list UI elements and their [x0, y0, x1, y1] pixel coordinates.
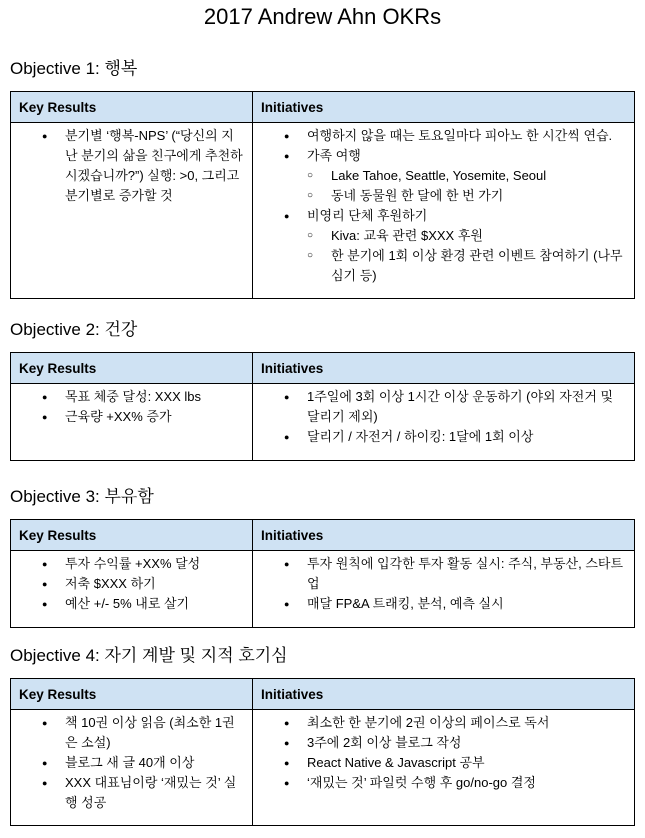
initiatives-header: Initiatives [253, 679, 635, 710]
initiatives-cell [253, 123, 635, 299]
key-result-item: ● 예산 +/- 5% 내로 살기 [19, 594, 244, 614]
objective-3-heading: Objective 3: 부유함 [10, 487, 154, 506]
key-results-cell [11, 123, 253, 299]
initiative-text: 가족 여행 [307, 148, 361, 163]
document-title: 2017 Andrew Ahn OKRs [203, 4, 442, 29]
initiative-item: ● 최소한 한 분기에 2권 이상의 페이스로 독서 [261, 713, 626, 733]
initiative-subitem: ○ Lake Tahoe, Seattle, Yosemite, Seoul [261, 166, 626, 186]
initiative-item: ● 투자 원칙에 입각한 투자 활동 실시: 주식, 부동산, 스타트업 [261, 554, 626, 594]
key-results-header: Key Results [11, 353, 253, 384]
initiative-item: ● ‘재밌는 것’ 파일럿 수행 후 go/no-go 결정 [261, 773, 626, 793]
initiative-subitem: ○ Kiva: 교육 관련 $XXX 후원 [261, 226, 626, 246]
initiative-item [261, 126, 626, 146]
initiative-item [261, 146, 626, 166]
initiative-item: ● 3주에 2회 이상 블로그 작성 [261, 733, 626, 753]
initiatives-cell [253, 710, 635, 826]
key-result-item: ● 근육량 +XX% 증가 [19, 407, 244, 427]
key-result-item: ● 블로그 새 글 40개 이상 [19, 753, 244, 773]
key-results-header: Key Results [11, 679, 253, 710]
initiative-text: 비영리 단체 후원하기 [307, 208, 428, 223]
initiative-subitem: ○ 한 분기에 1회 이상 환경 관련 이벤트 참여하기 (나무 심기 등) [261, 246, 626, 286]
key-result-item: ● 투자 수익률 +XX% 달성 [19, 554, 244, 574]
key-result-item: ● XXX 대표님이랑 ‘재밌는 것’ 실행 성공 [19, 773, 244, 813]
initiative-item: ● 1주일에 3회 이상 1시간 이상 운동하기 (야외 자전거 및 달리기 제외) [261, 387, 626, 427]
objective-1-table [10, 91, 635, 299]
initiative-subitem: ○ 동네 동물원 한 달에 한 번 가기 [261, 186, 626, 206]
initiative-item [261, 206, 626, 226]
key-results-header: Key Results [11, 520, 253, 551]
key-results-cell [11, 551, 253, 628]
initiative-item: ● React Native & Javascript 공부 [261, 753, 626, 773]
initiative-text: 여행하지 않을 때는 토요일마다 피아노 한 시간씩 연습. [307, 128, 613, 143]
key-result-item: ● 분기별 ‘행복-NPS’ (“당신의 지난 분기의 삶을 친구에게 추천하시겠습니까?”) 실행: >0, 그리고 분기별로 증가할 것 [19, 126, 244, 206]
initiatives-header: Initiatives [253, 353, 635, 384]
objective-2-heading: Objective 2: 건강 [10, 320, 138, 339]
objective-4-heading: Objective 4: 자기 계발 및 지적 호기심 [10, 646, 288, 665]
initiatives-header: Initiatives [253, 520, 635, 551]
initiatives-header: Initiatives [253, 92, 635, 123]
objective-3-table [10, 519, 635, 628]
key-result-item: ● 책 10권 이상 읽음 (최소한 1권은 소설) [19, 713, 244, 753]
objective-4-table [10, 678, 635, 826]
key-result-item: ● 저축 $XXX 하기 [19, 574, 244, 594]
objective-1-heading: Objective 1: 행복 [10, 59, 138, 78]
initiative-item: ● 매달 FP&A 트래킹, 분석, 예측 실시 [261, 594, 626, 614]
initiatives-cell [253, 384, 635, 461]
key-result-item: ● 목표 체중 달성: XXX lbs [19, 387, 244, 407]
initiatives-cell [253, 551, 635, 628]
objective-2-table [10, 352, 635, 461]
key-results-cell [11, 710, 253, 826]
key-results-cell [11, 384, 253, 461]
initiative-item: ● 달리기 / 자전거 / 하이킹: 1달에 1회 이상 [261, 427, 626, 447]
key-results-header: Key Results [11, 92, 253, 123]
